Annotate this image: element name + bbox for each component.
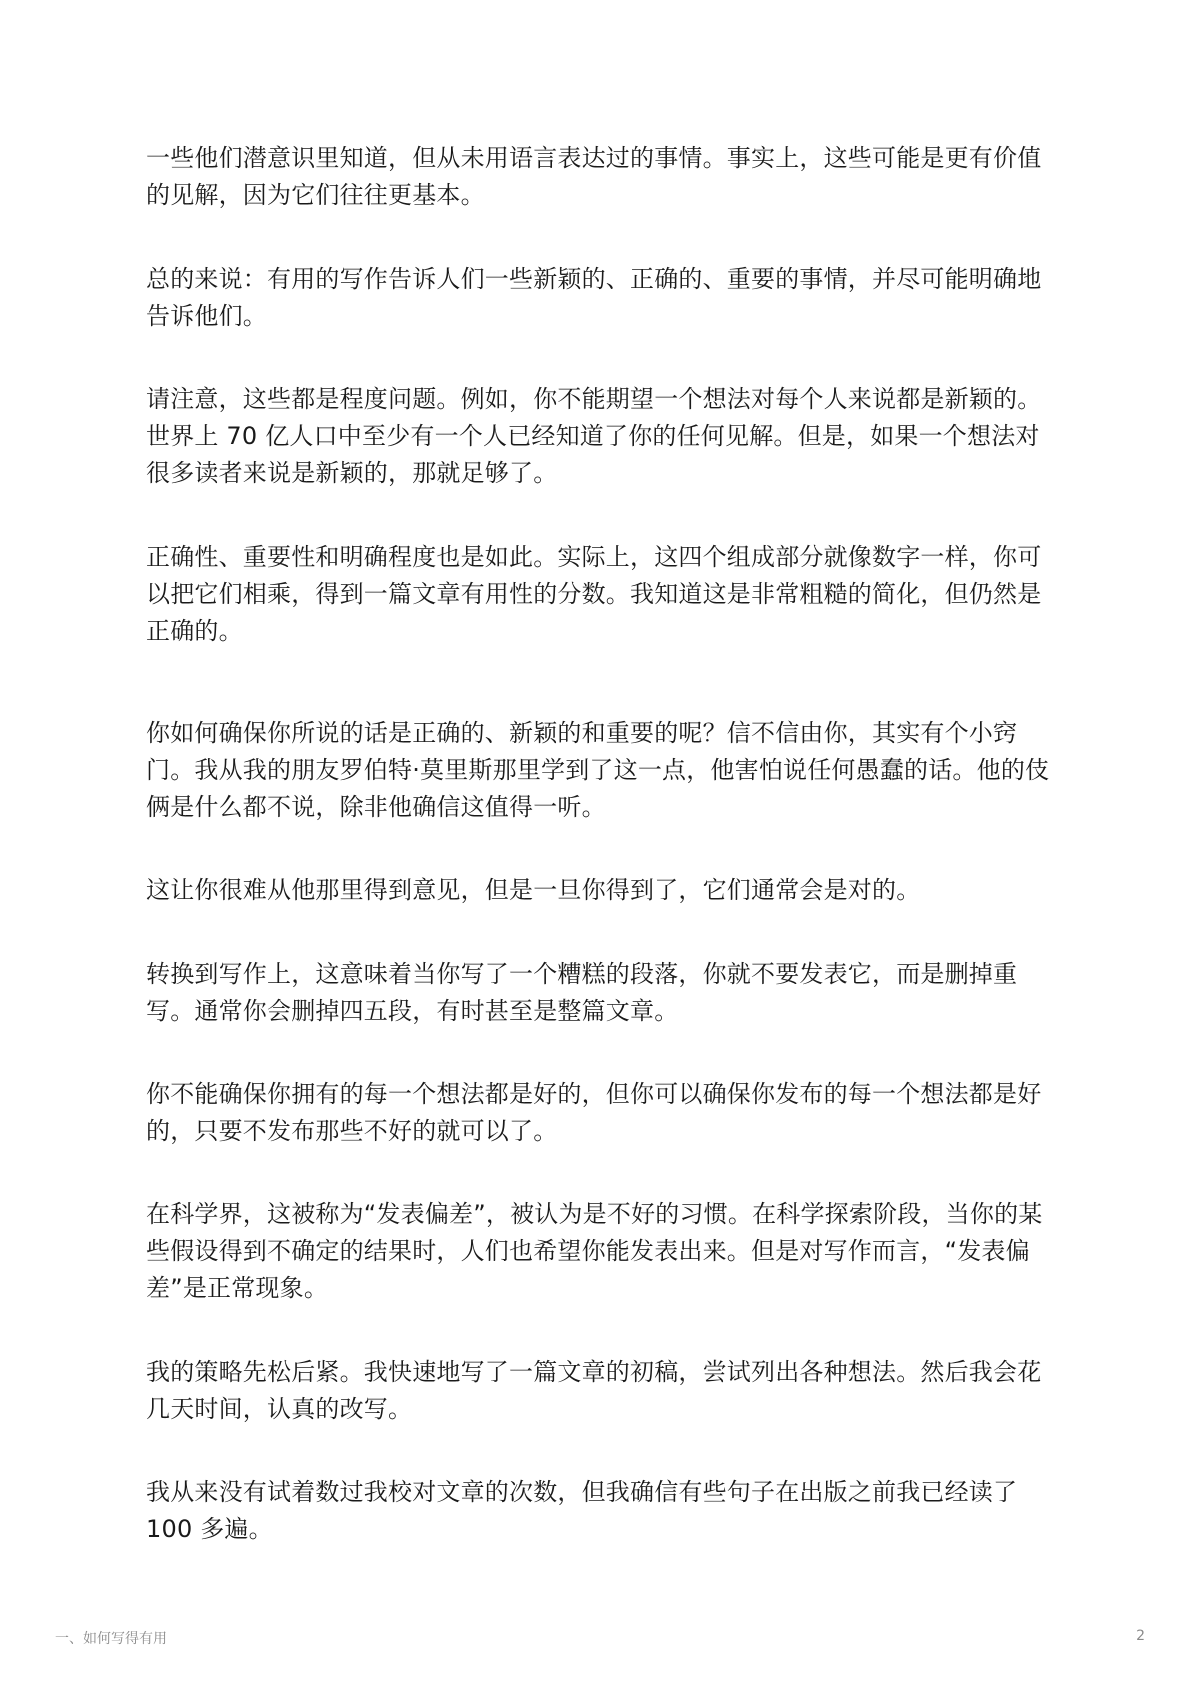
paragraph: 我的策略先松后紧。我快速地写了一篇文章的初稿，尝试列出各种想法。然后我会花 几天时间，认真的改写。 (146, 1358, 1042, 1423)
paragraph: 转换到写作上，这意味着当你写了一个糟糕的段落，你就不要发表它，而是删掉重 写。通常你会删掉四五段，有时甚至是整篇文章。 (146, 960, 1018, 1025)
paragraph: 在科学界，这被称为“发表偏差”，被认为是不好的习惯。在科学探索阶段，当你的某 些假设得到不确定的结果时，人们也希望你能发表出来。但是对写作而言，“发表偏 差”是正常现象。 (146, 1200, 1043, 1302)
paragraph: 你如何确保你所说的话是正确的、新颖的和重要的呢？信不信由你，其实有个小窍 门。我从我的朋友罗伯特·莫里斯那里学到了这一点，他害怕说任何愚蠢的话。他的伎 俩是什么都不说，除非他确信这值得一听。 (146, 719, 1050, 821)
paragraph: 你不能确保你拥有的每一个想法都是好的，但你可以确保你发布的每一个想法都是好 的，只要不发布那些不好的就可以了。 (146, 1080, 1042, 1145)
paragraph: 总的来说：有用的写作告诉人们一些新颖的、正确的、重要的事情，并尽可能明确地 告诉他们。 (146, 265, 1042, 330)
paragraph: 一些他们潜意识里知道，但从未用语言表达过的事情。事实上，这些可能是更有价值 的见解，因为它们往往更基本。 (146, 144, 1042, 209)
page-footer (55, 1628, 1145, 1648)
paragraph: 我从来没有试着数过我校对文章的次数，但我确信有些句子在出版之前我已经读了 100 多遍。 (146, 1478, 1018, 1543)
running-title: 一、如何写得有用 (55, 1631, 167, 1647)
paragraph: 正确性、重要性和明确程度也是如此。实际上，这四个组成部分就像数字一样，你可 以把它们相乘，得到一篇文章有用性的分数。我知道这是非常粗糙的简化，但仍然是 正确的。 (146, 543, 1042, 645)
paragraph: 这让你很难从他那里得到意见，但是一旦你得到了，它们通常会是对的。 (146, 876, 921, 904)
body-text (146, 140, 1054, 1548)
page-number: 2 (1136, 1628, 1145, 1644)
paragraph: 请注意，这些都是程度问题。例如，你不能期望一个想法对每个人来说都是新颖的。 世界上 70 亿人口中至少有一个人已经知道了你的任何见解。但是，如果一个想法对 很多读者来说是新颖的，那就足够了。 (146, 385, 1042, 487)
